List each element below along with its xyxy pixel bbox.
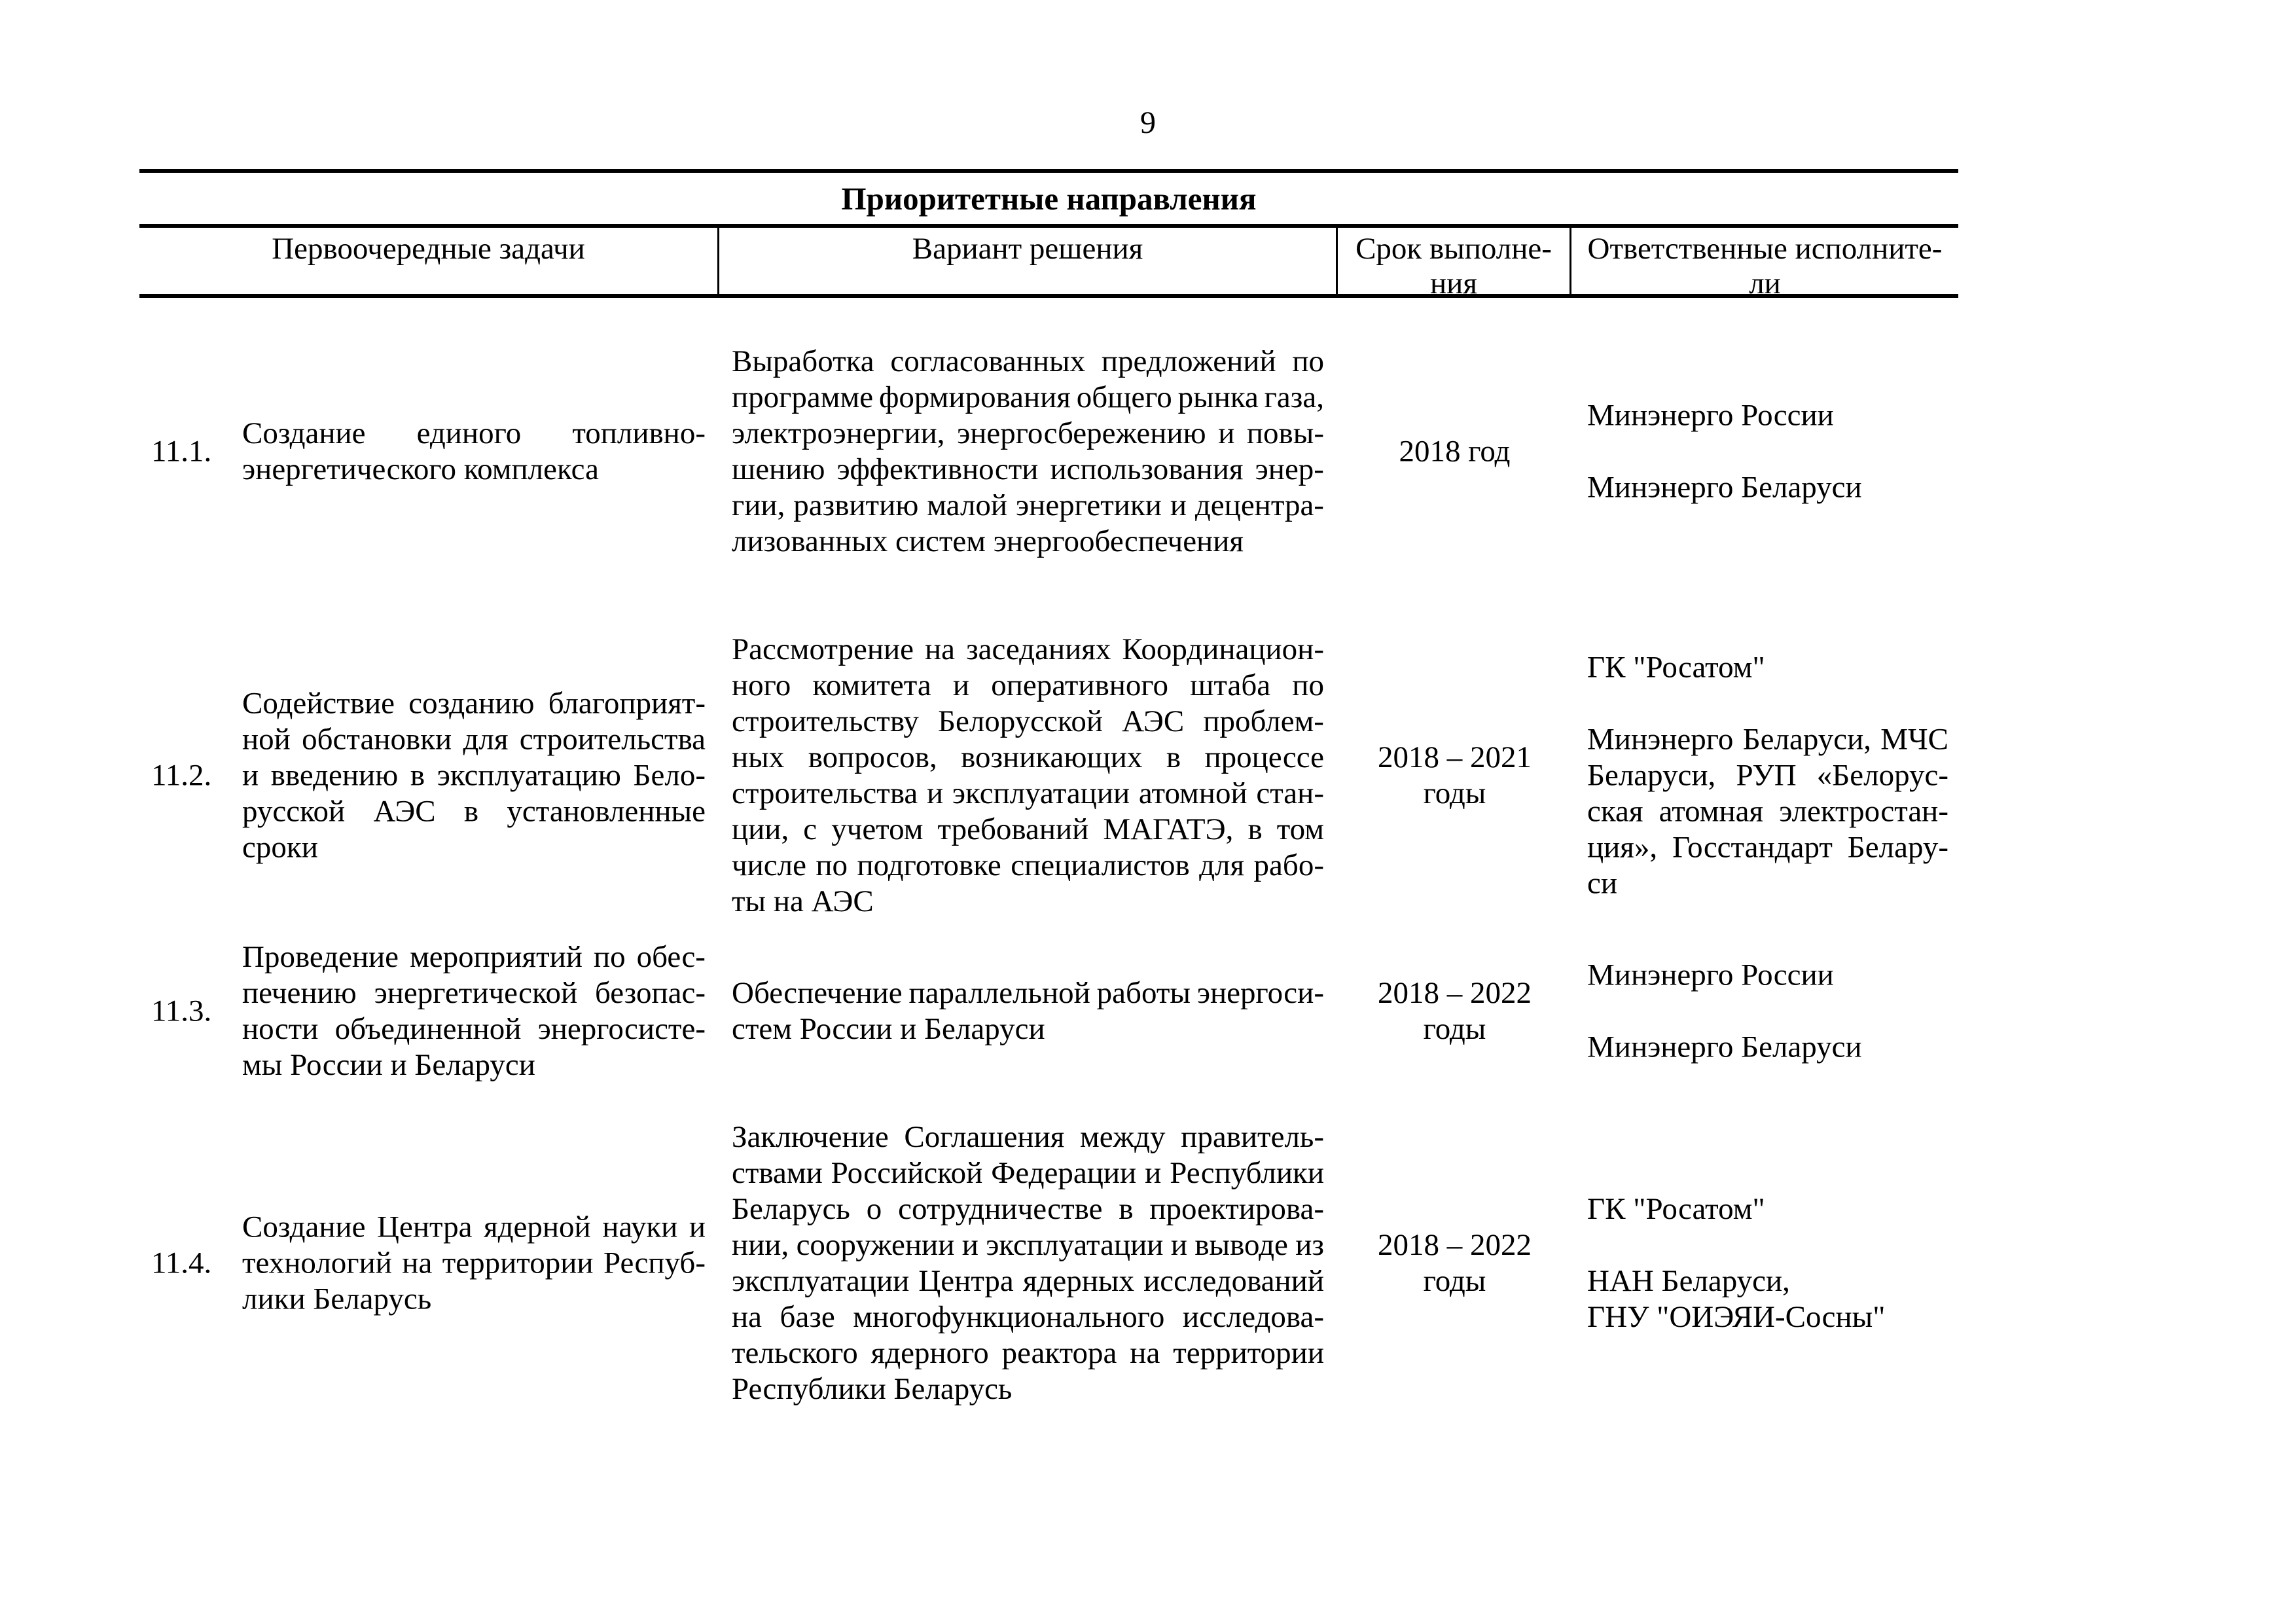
table-header-row [139,228,1958,300]
term-cell: 2018 – 2022 годы [1378,1228,1532,1298]
task-cell: Создание единого топливно- энергетического комплекса [242,416,706,486]
solution-cell: Обеспечение параллельной работы энергоси- стем России и Беларуси [732,976,1324,1046]
task-cell: Содействие созданию благоприят- ной обстановки для строительства и введению в эксплуатацию Бело- русской АЭС в установленные сроки [242,686,706,865]
executor-block: Минэнерго Беларуси [1587,1030,1862,1064]
table-row-11-1 [139,311,1958,592]
header-executors: Ответственные исполните- ли [1587,232,1943,300]
row-number: 11.3. [151,994,212,1028]
header-term: Срок выполне- ния [1338,228,1571,294]
header-solution: Вариант решения [719,228,1338,294]
row-number: 11.4. [151,1246,212,1280]
page-number: 9 [1140,105,1156,140]
executor-block: ГК "Росатом" [1587,650,1765,685]
executor-block: НАН Беларуси, ГНУ "ОИЭЯИ-Сосны" [1587,1264,1886,1334]
executor-block: Минэнерго России [1587,958,1834,992]
executors-cell [1587,650,1948,902]
term-cell: 2018 – 2021 годы [1378,740,1532,810]
task-cell: Проведение мероприятий по обес- печению энергетической безопас- ности объединенной энергосисте- мы России и Беларуси [242,940,706,1082]
executor-block: Минэнерго Беларуси [1587,470,1862,505]
table-row-11-3 [139,940,1958,1082]
table-body [139,311,1958,1427]
solution-cell: Заключение Соглашения между правитель- ствами Российской Федерации и Республики Беларусь о сотрудничестве в проектирова- нии, сооружении и эксплуатации и выводе из эксплуатации Центра ядерных исследований на базе многофункционального исследова- тельского ядерного реактора на территории Республики Беларусь [732,1120,1324,1406]
solution-cell: Выработка согласованных предложений по программе формирования общего рынка газа, электроэнергии, энергосбережению и повы- шению эффективности использования энер- гии, развитию малой энергетики и децентра- лизованных систем энергообеспечения [732,344,1324,558]
priorities-table [139,169,1958,1427]
executors-cell [1587,1191,1948,1335]
term-cell: 2018 – 2022 годы [1378,976,1532,1046]
executors-cell [1587,958,1948,1066]
term-cell: 2018 год [1399,434,1511,469]
table-row-11-4 [139,1100,1958,1427]
task-cell: Создание Центра ядерной науки и технологий на территории Респуб- лики Беларусь [242,1210,706,1316]
header-tasks: Первоочередные задачи [139,228,719,294]
table-row-11-2 [139,592,1958,959]
executor-block: ГК "Росатом" [1587,1192,1765,1226]
executor-block: Минэнерго России [1587,398,1834,433]
solution-cell: Рассмотрение на заседаниях Координацион- ного комитета и оперативного штаба по строительству Белорусской АЭС проблем- ных вопросов, возникающих в процессе строительства и эксплуатации атомной стан- ции, с учетом требований МАГАТЭ, в том числе по подготовке специалистов для рабо- ты на АЭС [732,632,1324,918]
row-number: 11.1. [151,434,212,469]
row-number: 11.2. [151,758,212,793]
executors-cell [1587,398,1948,506]
table-title: Приоритетные направления [841,180,1257,217]
executor-block: Минэнерго Беларуси, МЧС Беларуси, РУП «Белорус- ская атомная электростан- ция», Госстандарт Белару- си [1587,722,1948,901]
